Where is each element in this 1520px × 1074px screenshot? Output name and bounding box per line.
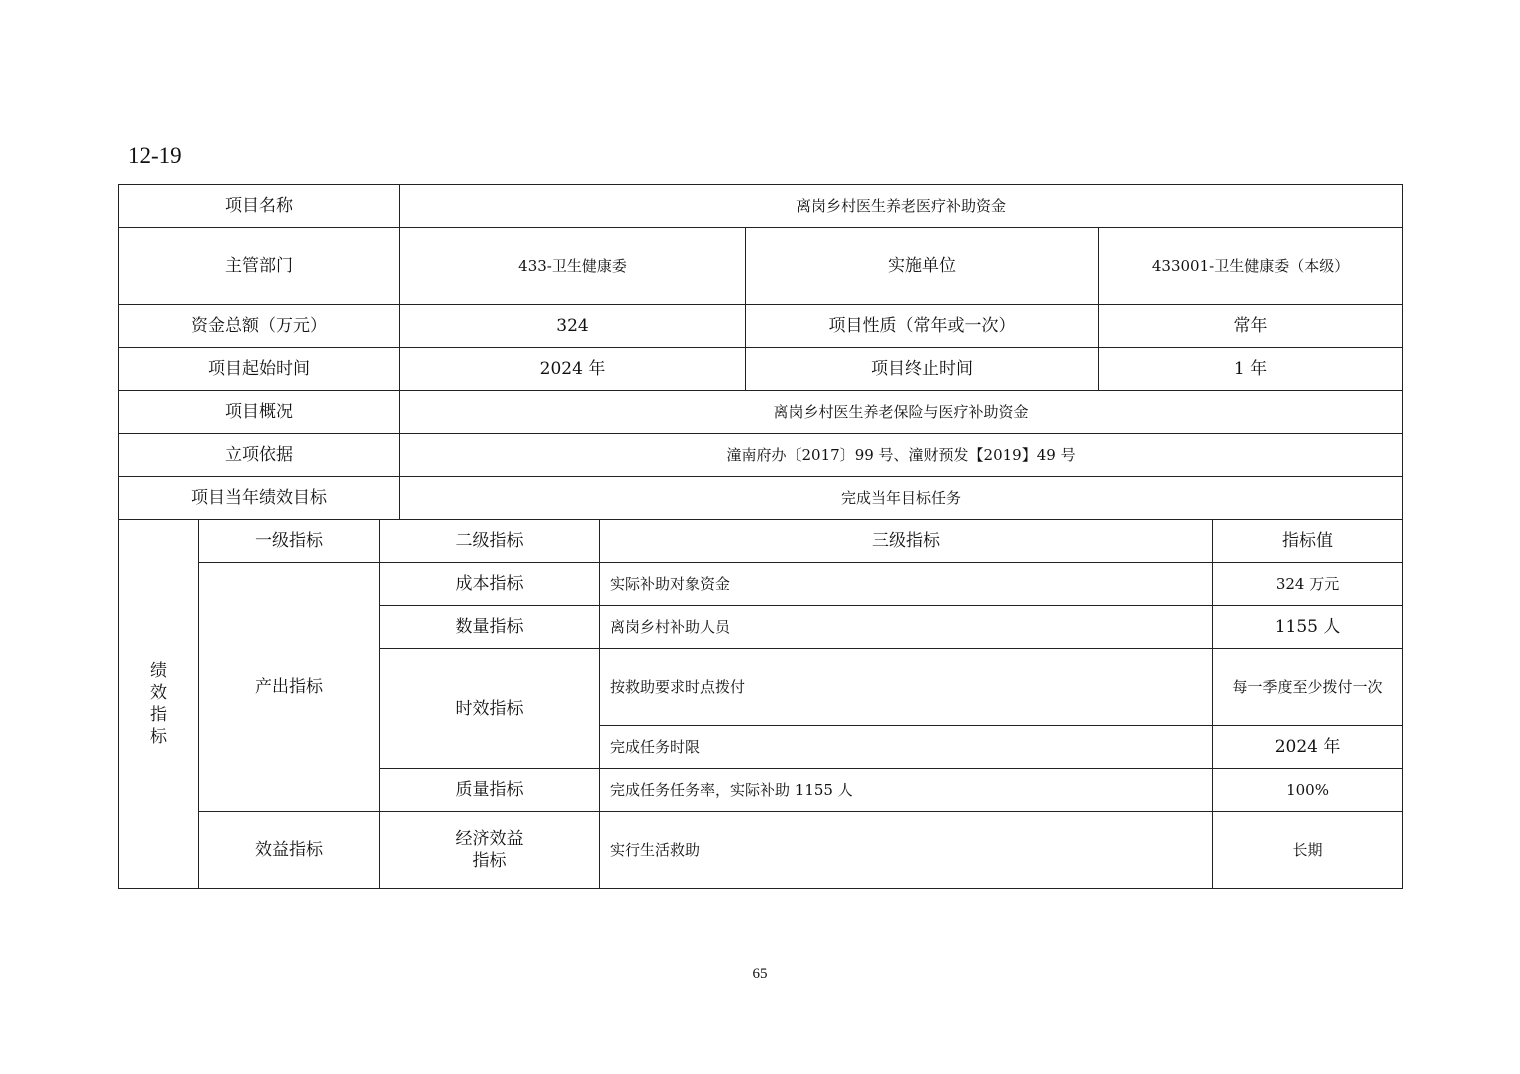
row-project-name: [119, 185, 1403, 228]
column-header-level1: 一级指标: [199, 520, 380, 563]
department-value: 433-卫生健康委: [400, 228, 746, 305]
row-basis: [119, 434, 1403, 477]
department-label: 主管部门: [119, 228, 400, 305]
indicator-value: 长期: [1213, 812, 1403, 889]
level2-indicator: 质量指标: [380, 769, 600, 812]
performance-table: [118, 184, 1403, 889]
row-time: [119, 348, 1403, 391]
page-number: 65: [752, 966, 768, 982]
level3-indicator: 完成任务时限: [600, 726, 1213, 769]
section-char: 绩: [150, 661, 167, 681]
section-char: 标: [150, 727, 167, 747]
indicator-value: 100%: [1213, 769, 1403, 812]
level2-indicator: 时效指标: [380, 649, 600, 769]
level3-indicator: 实行生活救助: [600, 812, 1213, 889]
overview-value: 离岗乡村医生养老保险与医疗补助资金: [400, 391, 1403, 434]
benefit-indicator-label: 效益指标: [199, 812, 380, 889]
goal-label: 项目当年绩效目标: [119, 477, 400, 520]
section-char: 指: [150, 705, 167, 725]
row-goal: [119, 477, 1403, 520]
level2-indicator-line: 指标: [472, 851, 507, 871]
unit-value: 433001-卫生健康委（本级）: [1099, 228, 1403, 305]
project-name-label: 项目名称: [119, 185, 400, 228]
row-indicator-header: [119, 520, 1403, 563]
start-label: 项目起始时间: [119, 348, 400, 391]
level3-indicator: 完成任务任务率，实际补助 1155 人: [600, 769, 1213, 812]
row-overview: [119, 391, 1403, 434]
indicator-row: [119, 812, 1403, 889]
indicator-value: 1155 人: [1213, 606, 1403, 649]
level3-indicator: 离岗乡村补助人员: [600, 606, 1213, 649]
unit-label: 实施单位: [746, 228, 1099, 305]
column-header-level3: 三级指标: [600, 520, 1213, 563]
overview-label: 项目概况: [119, 391, 400, 434]
basis-label: 立项依据: [119, 434, 400, 477]
performance-indicators-section-label: [119, 520, 199, 889]
nature-label: 项目性质（常年或一次）: [746, 305, 1099, 348]
document-label: 12-19: [128, 143, 182, 168]
start-value: 2024 年: [400, 348, 746, 391]
row-department: [119, 228, 1403, 305]
indicator-value: 324 万元: [1213, 563, 1403, 606]
end-label: 项目终止时间: [746, 348, 1099, 391]
column-header-value: 指标值: [1213, 520, 1403, 563]
level2-indicator: 成本指标: [380, 563, 600, 606]
output-indicator-label: 产出指标: [199, 563, 380, 812]
column-header-level2: 二级指标: [380, 520, 600, 563]
indicator-value: 2024 年: [1213, 726, 1403, 769]
indicator-row: [119, 563, 1403, 606]
nature-value: 常年: [1099, 305, 1403, 348]
goal-value: 完成当年目标任务: [400, 477, 1403, 520]
level2-indicator: 数量指标: [380, 606, 600, 649]
level2-indicator-line: 经济效益: [455, 829, 524, 849]
row-funds: [119, 305, 1403, 348]
end-value: 1 年: [1099, 348, 1403, 391]
level3-indicator: 实际补助对象资金: [600, 563, 1213, 606]
level2-indicator: [380, 812, 600, 889]
basis-value: 潼南府办〔2017〕99 号、潼财预发【2019】49 号: [400, 434, 1403, 477]
project-name-value: 离岗乡村医生养老医疗补助资金: [400, 185, 1403, 228]
indicator-value: 每一季度至少拨付一次: [1213, 649, 1403, 726]
section-char: 效: [150, 683, 167, 703]
level3-indicator: 按救助要求时点拨付: [600, 649, 1213, 726]
funds-label: 资金总额（万元）: [119, 305, 400, 348]
funds-value: 324: [400, 305, 746, 348]
